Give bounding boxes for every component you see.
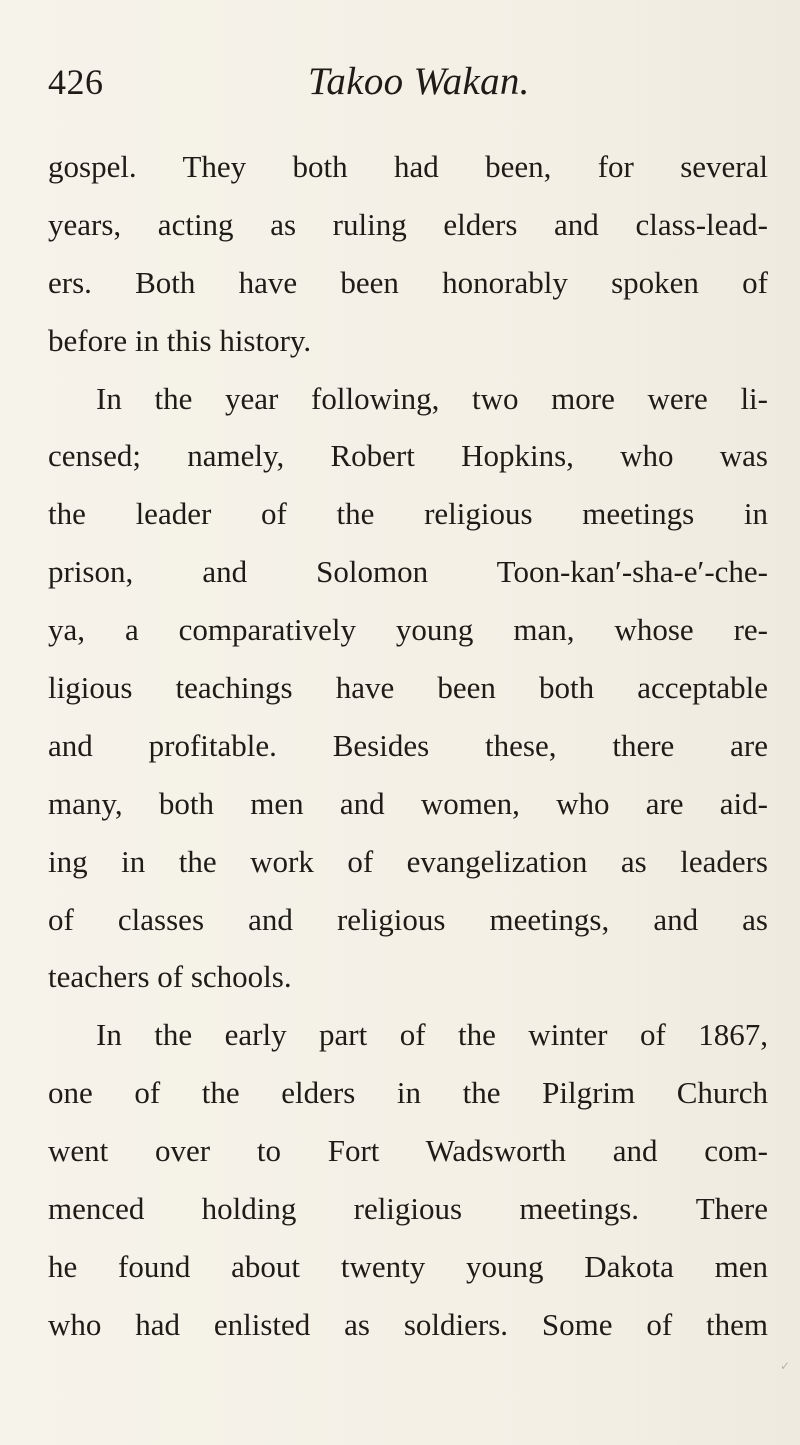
running-title: Takoo Wakan. (308, 60, 530, 103)
text-line: of classes and religious meetings, and as (48, 901, 768, 937)
text-line: ligious teachings have been both acceptable (48, 670, 768, 706)
text-line: ers. Both have been honorably spoken of (48, 264, 768, 300)
text-line: one of the elders in the Pilgrim Church (48, 1075, 768, 1111)
text-line: menced holding religious meetings. There (48, 1191, 768, 1227)
text-line: many, both men and women, who are aid- (48, 785, 768, 821)
text-line: and profitable. Besides these, there are (48, 727, 768, 763)
text-line: before in this history. (48, 322, 312, 358)
text-line: teachers of schools. (48, 959, 292, 995)
text-line: years, acting as ruling elders and class-lead- (48, 206, 768, 242)
text-line: censed; namely, Robert Hopkins, who was (48, 438, 768, 474)
text-line: prison, and Solomon Toon-kan′-sha-e′-che- (48, 554, 768, 590)
text-line: ya, a comparatively young man, whose re- (48, 612, 768, 648)
page-header (48, 62, 768, 122)
text-line: the leader of the religious meetings in (48, 496, 768, 532)
text-line: ing in the work of evangelization as leaders (48, 843, 768, 879)
text-line: gospel. They both had been, for several (48, 149, 768, 184)
text-line: In the year following, two more were li- (96, 380, 768, 416)
text-line: he found about twenty young Dakota men (48, 1248, 768, 1284)
text-line: went over to Fort Wadsworth and com- (48, 1133, 768, 1169)
text-line: who had enlisted as soldiers. Some of them (48, 1306, 768, 1342)
page-speck-mark: ✓ (780, 1359, 791, 1373)
text-line: In the early part of the winter of 1867, (96, 1017, 768, 1053)
body-text (48, 145, 768, 1361)
page-number: 426 (48, 62, 104, 102)
